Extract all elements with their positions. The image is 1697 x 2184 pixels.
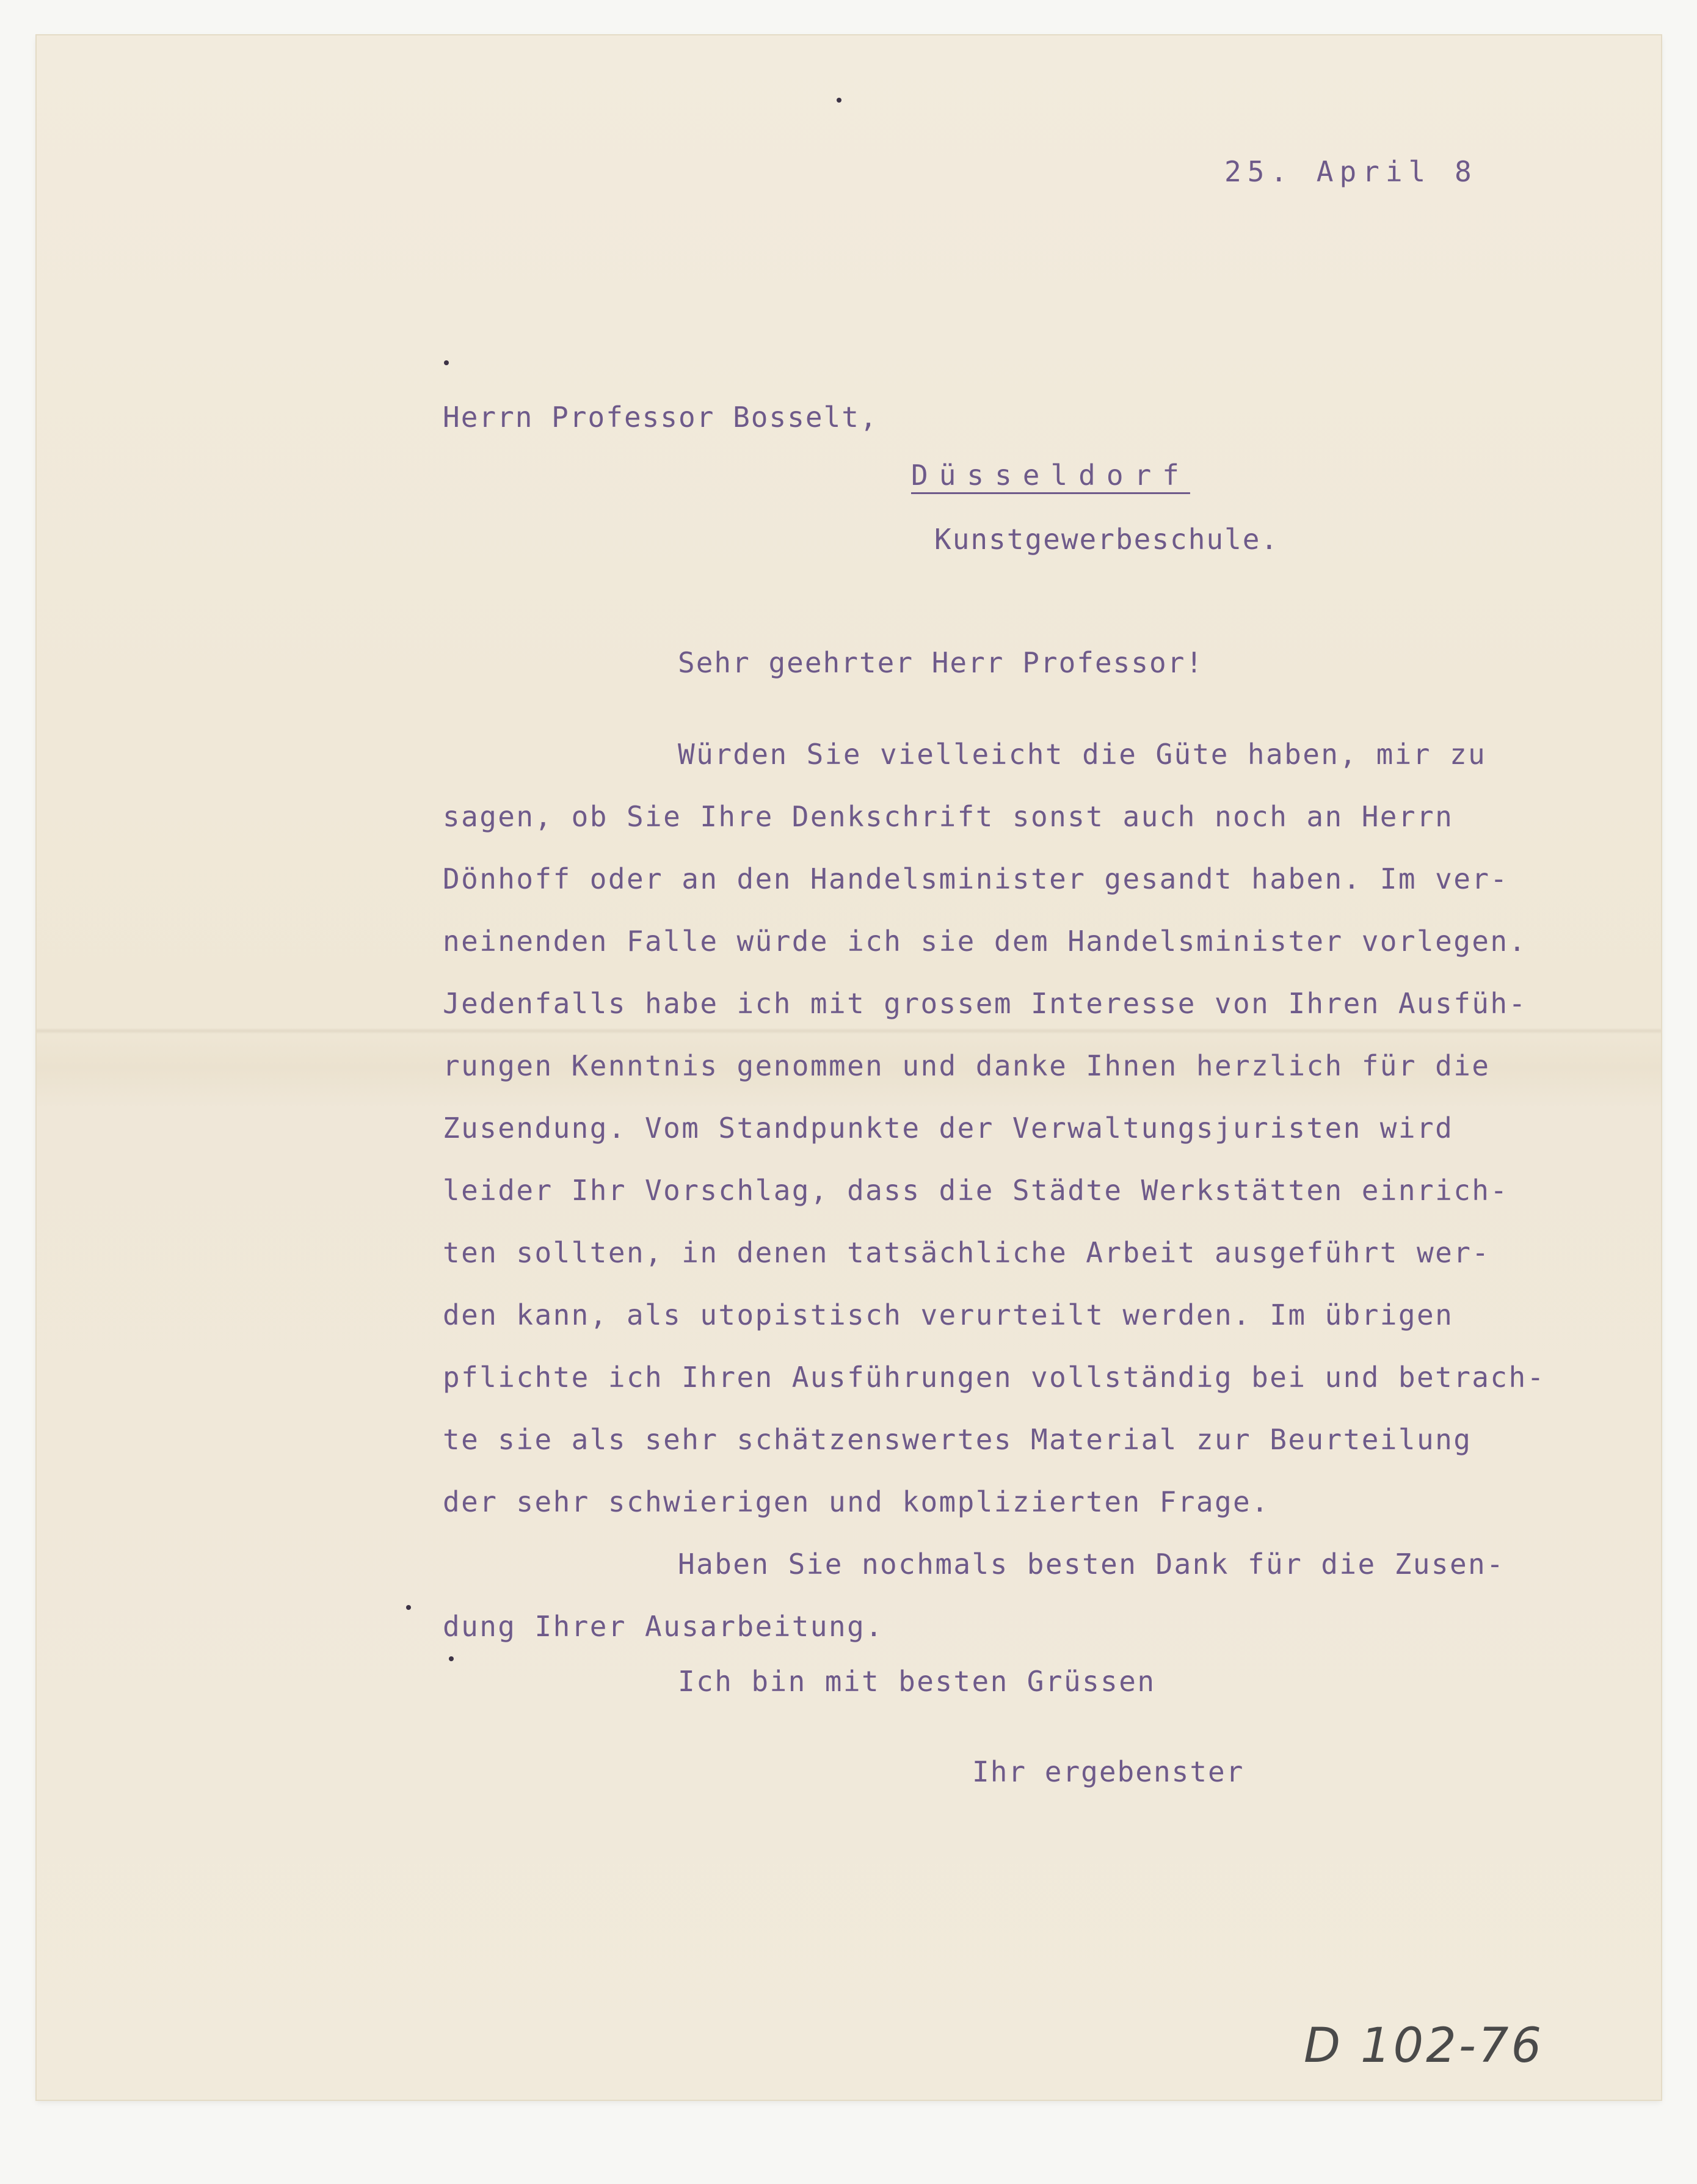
body-line: rungen Kenntnis genommen und danke Ihnen herzlich für die — [443, 1049, 1491, 1082]
archive-reference: D 102-76 — [1304, 2018, 1544, 2073]
body-line: Würden Sie vielleicht die Güte haben, mir zu — [678, 738, 1487, 771]
ink-speck — [444, 360, 449, 365]
body-line: pflichte ich Ihren Ausführungen vollständig bei und betrach- — [443, 1361, 1546, 1394]
ink-speck — [406, 1605, 411, 1610]
body-line: dung Ihrer Ausarbeitung. — [443, 1610, 884, 1643]
body-line: den kann, als utopistisch verurteilt werden. Im übrigen — [443, 1298, 1454, 1331]
body-line: Ich bin mit besten Grüssen — [678, 1665, 1156, 1698]
recipient-city: Düsseldorf — [911, 459, 1190, 492]
body-line: sagen, ob Sie Ihre Denkschrift sonst auch noch an Herrn — [443, 800, 1454, 833]
body-line: Jedenfalls habe ich mit grossem Interesse von Ihren Ausfüh- — [443, 987, 1527, 1020]
body-line: Haben Sie nochmals besten Dank für die Zusen- — [678, 1548, 1505, 1581]
recipient-line: Herrn Professor Bosselt, — [443, 401, 878, 434]
salutation: Sehr geehrter Herr Professor! — [678, 646, 1204, 679]
body-line: der sehr schwierigen und komplizierten Frage. — [443, 1485, 1270, 1518]
ink-speck — [449, 1656, 454, 1661]
paper-fold — [37, 1028, 1661, 1034]
body-line: Dönhoff oder an den Handelsminister gesandt haben. Im ver- — [443, 862, 1509, 895]
ink-speck — [837, 98, 841, 103]
body-line: Zusendung. Vom Standpunkte der Verwaltungsjuristen wird — [443, 1112, 1454, 1145]
sign-off: Ihr ergebenster — [972, 1755, 1245, 1788]
body-line: leider Ihr Vorschlag, dass die Städte Werkstätten einrich- — [443, 1174, 1509, 1207]
body-line: neinenden Falle würde ich sie dem Handelsminister vorlegen. — [443, 925, 1527, 958]
recipient-institution: Kunstgewerbeschule. — [934, 523, 1279, 556]
body-line: te sie als sehr schätzenswertes Material zur Beurteilung — [443, 1423, 1472, 1456]
letter-date: 25. April 8 — [1224, 155, 1478, 188]
body-line: ten sollten, in denen tatsächliche Arbeit ausgeführt wer- — [443, 1236, 1491, 1269]
